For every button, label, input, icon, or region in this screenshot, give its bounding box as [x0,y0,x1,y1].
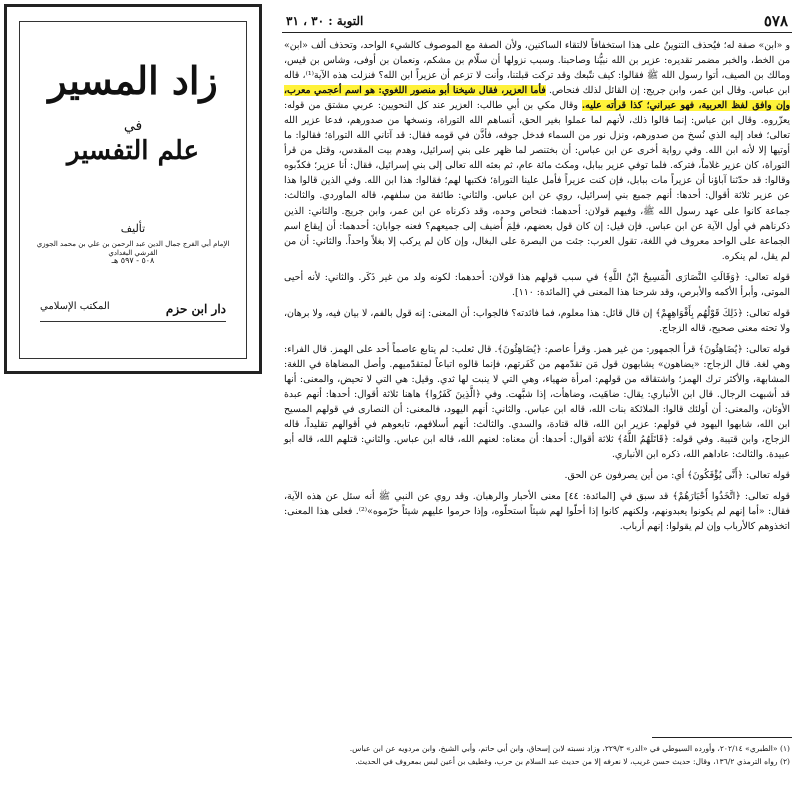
paragraph [284,306,790,336]
header-divider [282,32,792,33]
cover-title: زاد المسير [48,58,218,103]
footnote: (١) «الطبري» ٢٠٢/١٤، وأورده السيوطي في «الدر» ٢٢٩/٣، وزاد نسبته لابن إسحاق، وابن أبي حاتم، وأبي الشيخ، وابن مردويه عن ابن عباس. [349,744,790,753]
paragraph-text: قوله تعالى: ﴿يُضَاهِئُونَ﴾ قرأ الجمهور: من غير همز. وقرأ عاصم: ﴿يُضَاهِئُونَ﴾. قال ثعلب: لم يتابع عاصماً أحد على الهمز. قال الفراء: وهي لغة. قال الزجاج: «يضاهون» يشابهون قول مَن تقدّمهم من كَفَرتهم، فإنما قالوه اتباعاً لمتقدّميهم. وأصل المضاهاة في اللغة: المشابهة، والأكثر ترك الهمز؛ واشتقاقه من قولهم: امرأة ضهياء، وهي التي لا ينبت لها ثدي. وقيل: هي التي لا تحيض، والمعنى: أنها قد أشبهت الرجال. قال ابن الأنباري: يقال: ضاهَيت، وضاهأت، إذا شبَّهت. وفي ﴿الَّذِينَ كَفَرُوا﴾ هاهنا ثلاثة أقوال: أحدها: أنهم عبدة الأوثان، والمعنى: أن أولئك قالوا: الملائكة بنات الله، قاله ابن عباس. والثاني: أنهم اليهود، فالمعنى: أن النصارى في قولهم المسيح ابن الله، شابهوا اليهود في قولهم: عزير ابن الله، قاله قتادة، والسدي. والثالث: أنهم أسلافهم، تابعوهم في أقوالهم تقليداً، قاله الزجاج، وابن قتيبة. وفي قوله: ﴿قَاتَلَهُمُ اللَّهُ﴾ ثلاثة أقوال: أحدها: أن معناه: لعنهم الله، قاله ابن عباس. والثاني: قتلهم الله، قاله أبو عبيدة. والثالث: عاداهم الله، ذكره ابن الأنباري. [284,343,790,461]
footnote-divider [652,737,792,738]
footnote: (٢) رواه الترمذي ١٣٦/٢، وقال: حديث حسن غريب، لا نعرفه إلا من حديث عبد السلام بن حرب، وغطيف بن أعين ليس بمعروف في الحديث. [355,757,790,766]
cover-frame [19,21,247,359]
cover-author: الإمام أبي الفرج جمال الدين عبد الرحمن بن علي بن محمد الجوزي القرشي البغدادي [36,240,230,258]
cover-fi: في [123,118,143,134]
paragraph-text: قوله تعالى: ﴿أَنَّى يُؤْفَكُونَ﴾ أي: من أين يصرفون عن الحق. [564,470,790,482]
cover-subtitle: علم التفسير [66,136,199,166]
body-text [284,38,790,534]
paragraph [284,38,790,264]
paragraph-text: وقال مكي بن أبي طالب: العزير عند كل النحويين: عربي مشتق من قوله: يعزّروه. وقال ابن عباس: إنما قالوا ذلك، لأنهم لما عملوا بغير الحق، أنساهم الله التوراة، ونسخها من صدورهم، فدعا عزير الله تعالى؛ فعاد إليه الذي نُسخ من صدورهم، ونزل نور من السماء فدخل جوفه، فأذَّن في قومه فقال: قد آتاني الله التوراة؛ فقالوا: ما أوتيها إلا لأنه ابن الله. وفي رواية أخرى عن ابن عباس: أن بختنصر لما ظهر على بني إسرائيل، وهدم بيت المقدس، وقتل من قرأ التوراة، كان عزير غلاماً، فتركه. فلما توفي عزير ببابل، ومكث مائة عام، ثم بعثه الله تعالى إلى بني إسرائيل، فقال: أنا عزير؛ فكذّبوه وقالوا: قد حدّثنا آباؤنا أن عزيراً مات ببابل، فإن كنت عزيراً فأمل علينا التوراة؛ فكتبها لهم؛ فقالوا: هذا ابن الله. وفي الذين قالوا هذا عن عزير ثلاثة أقوال: أحدها: أنهم جميع بني إسرائيل، روي عن ابن عباس. والثاني: طائفة من سلفهم، قاله الماوردي. والثالث: جماعة كانوا على عهد رسول الله ﷺ، وفيهم قولان: أحدهما: فنحاص وحده، وقد ذكرناه عن ابن عمر، وابن جريج. والثاني: الذين ذكرناهم في أول الآية عن ابن عباس. فإن قيل: إن كان قول بعضهم، فلِمَ أُضيف إلى جميعهم؟ فعنه جوابان: أحدهما: أن إيقاع اسم الجماعة على الواحد معروف في اللغة، تقول العرب: جئت من البصرة على البغال، وإن كان لم يركب إلا بغلاً واحداً. والثاني: أن من لم يقل، لم ينكره. [284,100,790,262]
cover-divider [40,321,226,322]
paragraph-text: و «ابن» صفة له؛ فيُحذف التنوينُ على هذا استخفافاً لالتقاء الساكنين، ولأن الصفة مع الموصوف كالشيء الواحد، وتحذف ألف «ابن» من الخط، والخبر مضمر تقديره: عزير بن الله نبيُّنا وصاحبنا. وسبب نزولها أن سلّام بن مشكم، ونعمان بن أوفى، وشاس بن قيس، ومالك بن الصيف، أتوا رسول الله ﷺ فقالوا: كيف نتّبعك وقد تركت قبلتنا، وأنت لا تزعم أن عزيراً ابن الله؟ فنزلت هذه الآية⁽¹⁾، قاله ابن عباس. وقال ابن عمر، وابن جريج: إن القائل لذلك فنحاص. [284,40,791,97]
cover-dates: ٥٠٨ - ٥٩٧ هـ [111,256,155,265]
page-number: ٥٧٨ [763,12,788,30]
paragraph-text: قوله تعالى: ﴿اتَّخَذُوا أَحْبَارَهُمْ﴾ قد سبق في [المائدة: ٤٤] معنى الأحبار والرهبان. وقد روي عن النبي ﷺ أنه سئل عن هذه الآية، فقال: «أما إنهم لم يكونوا يعبدونهم، ولكنهم كانوا إذا أحلّوا لهم شيئاً استحلّوه، وإذا حرموا عليهم شيئاً حرّموه»⁽²⁾. فعلى هذا المعنى: اتخذوهم كالأرباب وإن لم يقولوا: إنهم أرباب. [284,491,790,533]
highlighted-text: فأما العزير، فقال شيخنا أبو منصور اللغوي: هو اسم أعجمي معرب، وإن وافق لفظ العربية، فهو عبراني؛ كذا قرأته عليه. [284,85,790,112]
footnotes [284,742,790,768]
paragraph [284,489,790,534]
cover-talif: تأليف [120,222,146,235]
cover-publisher-1: دار ابن حزم [165,302,226,316]
book-cover [4,4,262,374]
paragraph [284,270,790,300]
cover-publisher-2: المكتب الإسلامي [40,301,110,312]
paragraph [284,342,790,462]
paragraph-text: قوله تعالى: ﴿وَقَالَتِ النَّصَارَى الْمَسِيحُ ابْنُ اللَّهِ﴾ في سبب قولهم هذا قولان: أحدهما: لكونه ولد من غير ذَكَر. والثاني: لأنه أحيى الموتى، وأبرأ الأكمه والأبرص، وقد شرحنا هذا المعنى في [المائدة: ١١٠]. [284,271,790,298]
paragraph [284,468,790,483]
paragraph-text: قوله تعالى: ﴿ذَلِكَ قَوْلُهُم بِأَفْوَاهِهِمْ﴾ إن قال قائل: هذا معلوم، فما فائدته؟ فالجواب: أن المعنى: إنه قول بالفم، لا بيان فيه، ولا برهان، ولا تحته معنى صحيح، قاله الزجاج. [284,307,790,334]
page-header [282,12,792,34]
surah-reference: التوبة : ٣٠ ، ٣١ [286,14,364,28]
